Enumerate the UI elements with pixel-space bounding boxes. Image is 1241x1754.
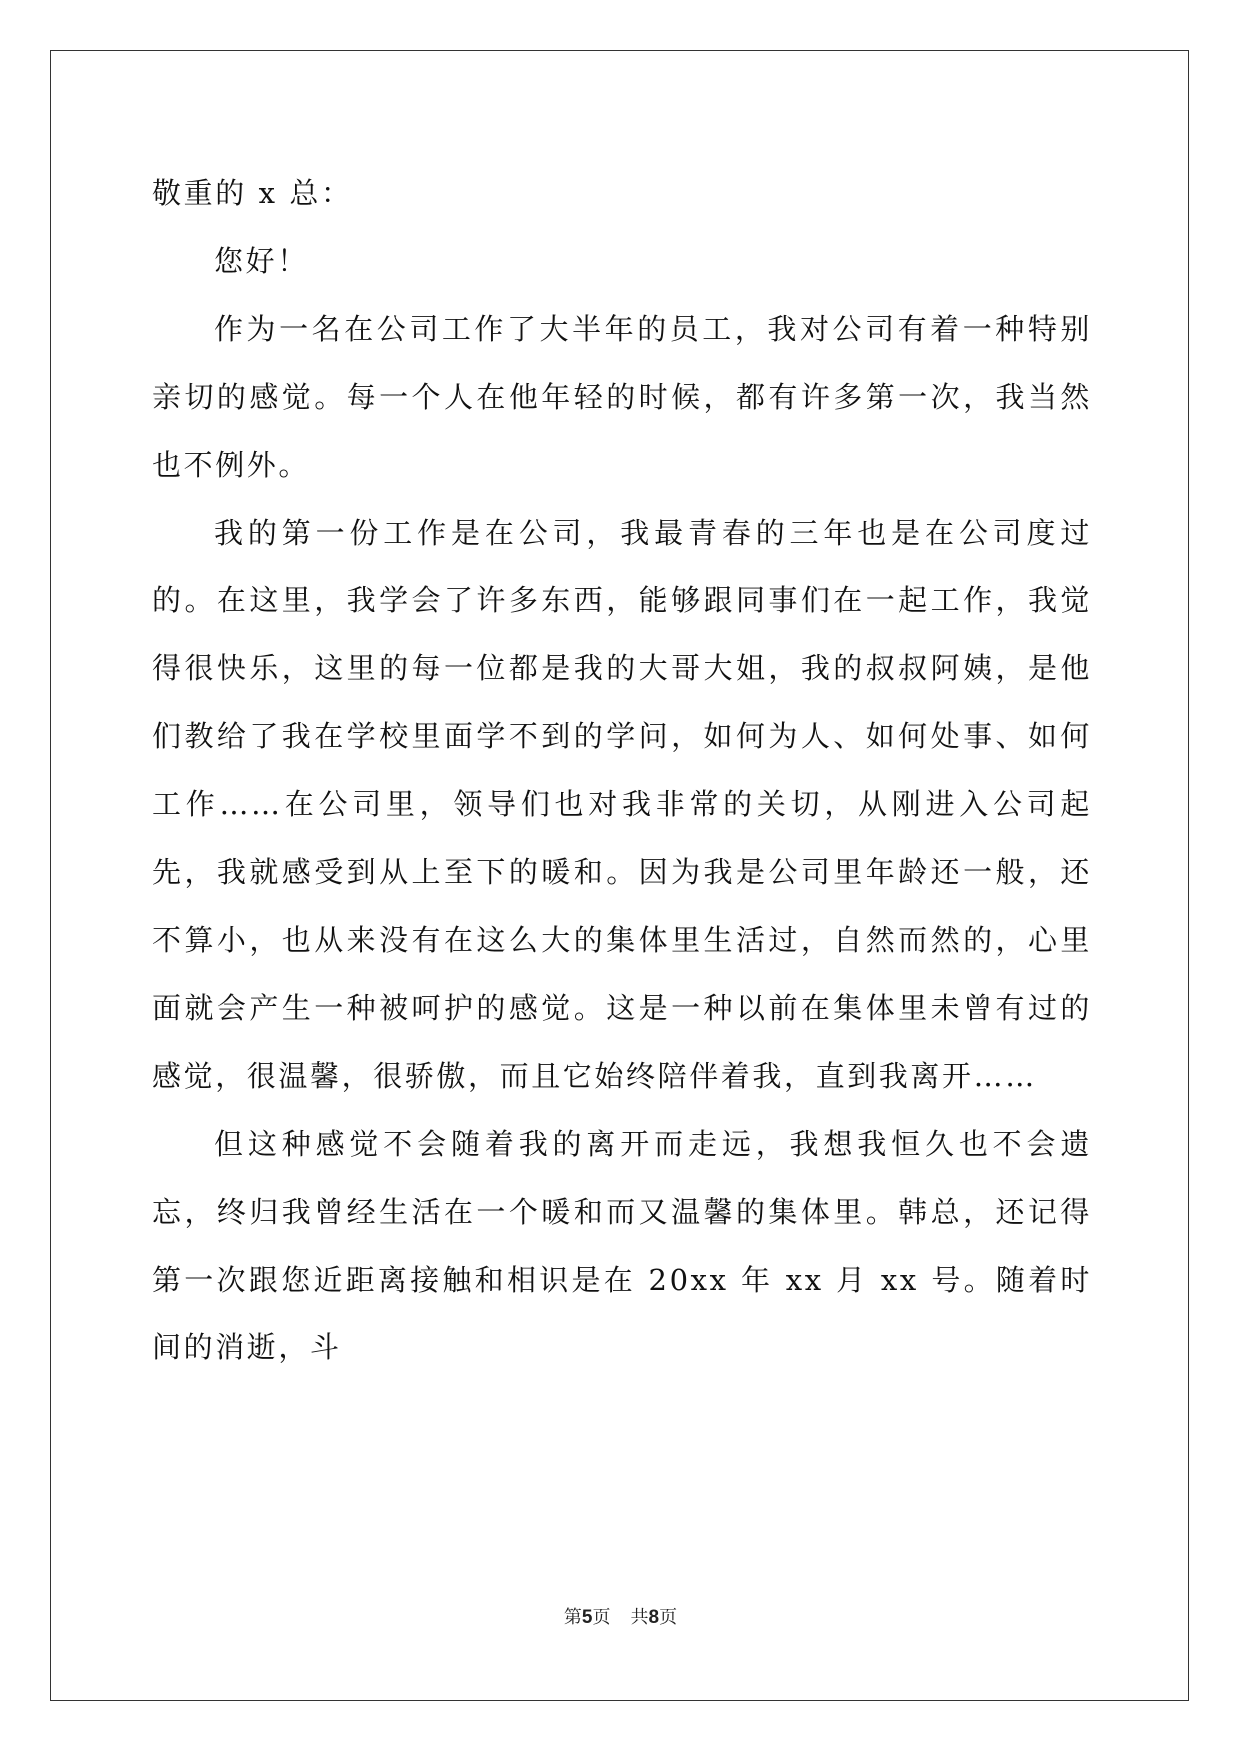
page-prefix: 第 bbox=[563, 1607, 582, 1628]
page-current: 5 bbox=[581, 1607, 593, 1628]
paragraph-3: 但这种感觉不会随着我的离开而走远，我想我恒久也不会遗忘，终归我曾经生活在一个暖和而又温馨的集体里。韩总，还记得第一次跟您近距离接触和相识是在 20xx 年 xx 月 xx 号。随着时间的消逝，斗 bbox=[152, 1126, 1092, 1365]
paragraph-2: 我的第一份工作是在公司，我最青春的三年也是在公司度过的。在这里，我学会了许多东西，能够跟同事们在一起工作，我觉得很快乐，这里的每一位都是我的大哥大姐，我的叔叔阿姨，是他们教给了我在学校里面学不到的学问，如何为人、如何处事、如何工作……在公司里，领导们也对我非常的关切，从刚进入公司起先，我就感受到从上至下的暖和。因为我是公司里年龄还一般，还不算小，也从来没有在这么大的集体里生活过，自然而然的，心里面就会产生一种被呵护的感觉。这是一种以前在集体里未曾有过的感觉，很温馨，很骄傲，而且它始终陪伴着我，直到我离开…… bbox=[152, 515, 1092, 1093]
salutation: 敬重的 x 总： bbox=[152, 176, 353, 210]
letter-body bbox=[152, 160, 1092, 1382]
page-total: 8 bbox=[648, 1607, 660, 1628]
paragraph-1: 作为一名在公司工作了大半年的员工，我对公司有着一种特别亲切的感觉。每一个人在他年轻的时候，都有许多第一次，我当然也不例外。 bbox=[152, 311, 1092, 482]
greeting: 您好！ bbox=[214, 243, 309, 278]
total-unit: 页 bbox=[659, 1607, 678, 1628]
page-footer bbox=[0, 1603, 1241, 1629]
total-prefix: 共 bbox=[630, 1607, 649, 1628]
page-unit: 页 bbox=[592, 1607, 611, 1628]
